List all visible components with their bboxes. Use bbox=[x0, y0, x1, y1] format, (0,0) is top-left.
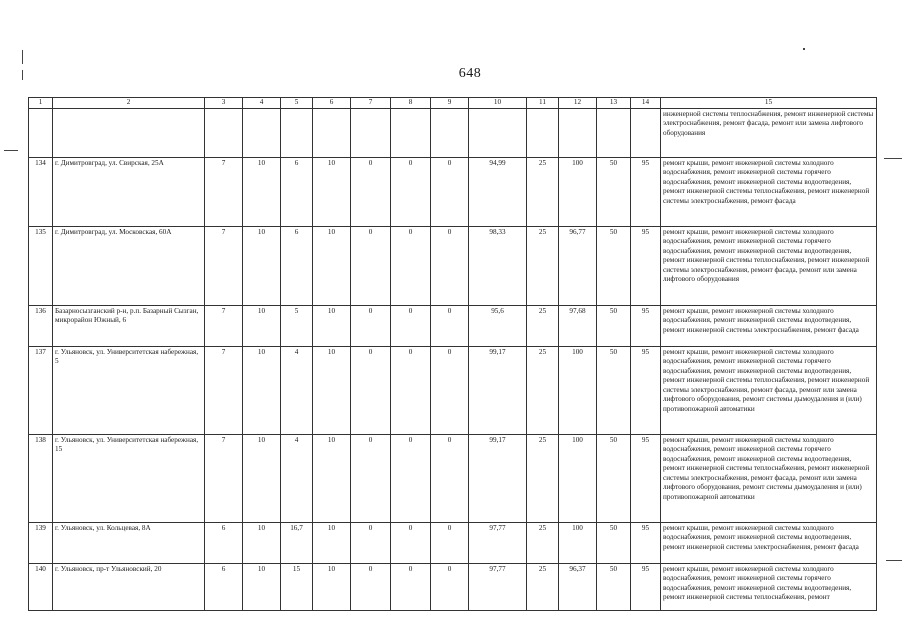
table-row bbox=[29, 108, 877, 157]
value-cell: 10 bbox=[243, 157, 281, 226]
value-cell: 15 bbox=[281, 563, 313, 610]
value-cell: 10 bbox=[313, 346, 351, 434]
table-row bbox=[29, 522, 877, 563]
value-cell: 7 bbox=[205, 226, 243, 305]
value-cell: 7 bbox=[205, 157, 243, 226]
address-cell: г. Димитровград, ул. Свирская, 25А bbox=[53, 157, 205, 226]
value-cell: 95 bbox=[631, 522, 661, 563]
value-cell: 99,17 bbox=[469, 346, 527, 434]
value-cell bbox=[527, 108, 559, 157]
value-cell: 0 bbox=[391, 157, 431, 226]
table-row bbox=[29, 157, 877, 226]
table-row bbox=[29, 434, 877, 522]
value-cell: 50 bbox=[597, 226, 631, 305]
value-cell: 10 bbox=[243, 305, 281, 346]
value-cell bbox=[559, 108, 597, 157]
table-row bbox=[29, 346, 877, 434]
column-number-row bbox=[29, 98, 877, 109]
value-cell: 0 bbox=[431, 305, 469, 346]
value-cell: 95 bbox=[631, 563, 661, 610]
value-cell: 25 bbox=[527, 434, 559, 522]
address-cell: г. Ульяновск, ул. Кольцевая, 8А bbox=[53, 522, 205, 563]
scan-mark bbox=[4, 150, 18, 151]
value-cell: 5 bbox=[281, 305, 313, 346]
value-cell bbox=[313, 108, 351, 157]
table-row bbox=[29, 563, 877, 610]
row-number: 135 bbox=[29, 226, 53, 305]
value-cell: 6 bbox=[281, 226, 313, 305]
register-table bbox=[28, 97, 877, 611]
value-cell: 10 bbox=[243, 563, 281, 610]
row-number bbox=[29, 108, 53, 157]
column-number: 8 bbox=[391, 98, 431, 109]
value-cell: 99,17 bbox=[469, 434, 527, 522]
works-cell: ремонт крыши, ремонт инженерной системы холодного водоснабжения, ремонт инженерной системы горячего водоснабжения, ремонт инженерной системы водоотведения, ремонт инженерной системы теплоснабжения, ремонт bbox=[661, 563, 877, 610]
value-cell: 10 bbox=[313, 522, 351, 563]
value-cell: 4 bbox=[281, 434, 313, 522]
value-cell: 10 bbox=[313, 226, 351, 305]
row-number: 136 bbox=[29, 305, 53, 346]
value-cell: 10 bbox=[313, 305, 351, 346]
value-cell: 0 bbox=[431, 522, 469, 563]
value-cell: 4 bbox=[281, 346, 313, 434]
value-cell: 0 bbox=[431, 434, 469, 522]
value-cell: 95 bbox=[631, 157, 661, 226]
value-cell: 100 bbox=[559, 434, 597, 522]
value-cell: 16,7 bbox=[281, 522, 313, 563]
value-cell: 0 bbox=[391, 346, 431, 434]
value-cell bbox=[391, 108, 431, 157]
value-cell: 50 bbox=[597, 305, 631, 346]
row-number: 137 bbox=[29, 346, 53, 434]
value-cell: 50 bbox=[597, 434, 631, 522]
page-number: 648 bbox=[458, 66, 482, 81]
value-cell bbox=[431, 108, 469, 157]
value-cell: 95 bbox=[631, 434, 661, 522]
value-cell: 6 bbox=[205, 522, 243, 563]
row-number: 140 bbox=[29, 563, 53, 610]
value-cell: 0 bbox=[351, 563, 391, 610]
column-number: 1 bbox=[29, 98, 53, 109]
value-cell: 0 bbox=[351, 346, 391, 434]
value-cell: 10 bbox=[313, 434, 351, 522]
address-cell: г. Ульяновск, пр-т Ульяновский, 20 bbox=[53, 563, 205, 610]
value-cell: 0 bbox=[351, 157, 391, 226]
value-cell bbox=[281, 108, 313, 157]
works-cell: ремонт крыши, ремонт инженерной системы холодного водоснабжения, ремонт инженерной системы водоотведения, ремонт инженерной системы электроснабжения, ремонт фасада bbox=[661, 522, 877, 563]
row-number: 139 bbox=[29, 522, 53, 563]
value-cell: 97,77 bbox=[469, 563, 527, 610]
value-cell: 50 bbox=[597, 157, 631, 226]
row-number: 134 bbox=[29, 157, 53, 226]
works-cell: ремонт крыши, ремонт инженерной системы холодного водоснабжения, ремонт инженерной системы горячего водоснабжения, ремонт инженерной системы водоотведения, ремонт инженерной системы теплоснабжения, ремонт инженерной системы электроснабжения, ремонт фасада bbox=[661, 157, 877, 226]
value-cell: 7 bbox=[205, 305, 243, 346]
value-cell: 97,68 bbox=[559, 305, 597, 346]
value-cell bbox=[351, 108, 391, 157]
value-cell: 7 bbox=[205, 434, 243, 522]
value-cell: 100 bbox=[559, 522, 597, 563]
table-row bbox=[29, 305, 877, 346]
address-cell: г. Ульяновск, ул. Университетская набережная, 15 bbox=[53, 434, 205, 522]
table-row bbox=[29, 226, 877, 305]
value-cell bbox=[469, 108, 527, 157]
column-number: 3 bbox=[205, 98, 243, 109]
column-number: 12 bbox=[559, 98, 597, 109]
value-cell: 25 bbox=[527, 226, 559, 305]
value-cell: 0 bbox=[391, 434, 431, 522]
value-cell: 0 bbox=[431, 346, 469, 434]
value-cell: 95 bbox=[631, 226, 661, 305]
works-cell: ремонт крыши, ремонт инженерной системы холодного водоснабжения, ремонт инженерной системы горячего водоснабжения, ремонт инженерной системы водоотведения, ремонт инженерной системы теплоснабжения, ремонт инженерной системы электроснабжения, ремонт фасада, ремонт или замена лифтового оборудования, ремонт системы дымоудаления и (или) противопожарной автоматики bbox=[661, 434, 877, 522]
value-cell: 98,33 bbox=[469, 226, 527, 305]
value-cell: 0 bbox=[351, 522, 391, 563]
value-cell bbox=[205, 108, 243, 157]
value-cell: 25 bbox=[527, 305, 559, 346]
column-number: 15 bbox=[661, 98, 877, 109]
value-cell: 0 bbox=[351, 226, 391, 305]
column-number: 7 bbox=[351, 98, 391, 109]
value-cell: 95 bbox=[631, 305, 661, 346]
value-cell: 100 bbox=[559, 157, 597, 226]
value-cell: 50 bbox=[597, 522, 631, 563]
value-cell: 0 bbox=[431, 563, 469, 610]
value-cell: 25 bbox=[527, 563, 559, 610]
value-cell: 10 bbox=[313, 563, 351, 610]
column-number: 10 bbox=[469, 98, 527, 109]
value-cell: 10 bbox=[243, 522, 281, 563]
value-cell: 95,6 bbox=[469, 305, 527, 346]
column-number: 9 bbox=[431, 98, 469, 109]
value-cell: 94,99 bbox=[469, 157, 527, 226]
value-cell: 0 bbox=[391, 305, 431, 346]
works-cell: ремонт крыши, ремонт инженерной системы холодного водоснабжения, ремонт инженерной системы горячего водоснабжения, ремонт инженерной системы водоотведения, ремонт инженерной системы теплоснабжения, ремонт инженерной системы электроснабжения, ремонт фасада, ремонт или замена лифтового оборудования bbox=[661, 226, 877, 305]
value-cell: 0 bbox=[391, 226, 431, 305]
column-number: 11 bbox=[527, 98, 559, 109]
value-cell: 50 bbox=[597, 563, 631, 610]
value-cell: 25 bbox=[527, 346, 559, 434]
value-cell: 7 bbox=[205, 346, 243, 434]
scan-mark bbox=[22, 50, 23, 64]
address-cell: г. Димитровград, ул. Московская, 60А bbox=[53, 226, 205, 305]
value-cell: 100 bbox=[559, 346, 597, 434]
value-cell: 95 bbox=[631, 346, 661, 434]
column-number: 4 bbox=[243, 98, 281, 109]
value-cell: 10 bbox=[243, 434, 281, 522]
value-cell: 0 bbox=[351, 434, 391, 522]
value-cell: 97,77 bbox=[469, 522, 527, 563]
column-number: 13 bbox=[597, 98, 631, 109]
value-cell: 0 bbox=[431, 157, 469, 226]
value-cell: 0 bbox=[391, 522, 431, 563]
value-cell bbox=[597, 108, 631, 157]
address-cell: Базарносызганский р-н, р.п. Базарный Сызган, микрорайон Южный, 6 bbox=[53, 305, 205, 346]
value-cell: 0 bbox=[351, 305, 391, 346]
works-cell: ремонт крыши, ремонт инженерной системы холодного водоснабжения, ремонт инженерной системы водоотведения, ремонт инженерной системы электроснабжения, ремонт фасада bbox=[661, 305, 877, 346]
value-cell: 25 bbox=[527, 157, 559, 226]
column-number: 2 bbox=[53, 98, 205, 109]
column-number: 5 bbox=[281, 98, 313, 109]
value-cell bbox=[243, 108, 281, 157]
row-number: 138 bbox=[29, 434, 53, 522]
value-cell: 6 bbox=[281, 157, 313, 226]
column-number: 14 bbox=[631, 98, 661, 109]
scan-mark bbox=[22, 70, 23, 80]
works-cell: ремонт крыши, ремонт инженерной системы холодного водоснабжения, ремонт инженерной системы горячего водоснабжения, ремонт инженерной системы водоотведения, ремонт инженерной системы теплоснабжения, ремонт инженерной системы электроснабжения, ремонт фасада, ремонт или замена лифтового оборудования, ремонт системы дымоудаления и (или) противопожарной автоматики bbox=[661, 346, 877, 434]
value-cell bbox=[631, 108, 661, 157]
column-number: 6 bbox=[313, 98, 351, 109]
scan-mark bbox=[803, 48, 805, 50]
works-cell: инженерной системы теплоснабжения, ремонт инженерной системы электроснабжения, ремонт фасада, ремонт или замена лифтового оборудования bbox=[661, 108, 877, 157]
value-cell: 10 bbox=[313, 157, 351, 226]
value-cell: 10 bbox=[243, 346, 281, 434]
address-cell: г. Ульяновск, ул. Университетская набережная, 5 bbox=[53, 346, 205, 434]
value-cell: 0 bbox=[391, 563, 431, 610]
value-cell: 25 bbox=[527, 522, 559, 563]
value-cell: 96,37 bbox=[559, 563, 597, 610]
value-cell: 10 bbox=[243, 226, 281, 305]
scan-mark bbox=[886, 560, 902, 561]
scan-mark bbox=[884, 158, 902, 159]
address-cell bbox=[53, 108, 205, 157]
value-cell: 50 bbox=[597, 346, 631, 434]
value-cell: 6 bbox=[205, 563, 243, 610]
value-cell: 0 bbox=[431, 226, 469, 305]
value-cell: 96,77 bbox=[559, 226, 597, 305]
